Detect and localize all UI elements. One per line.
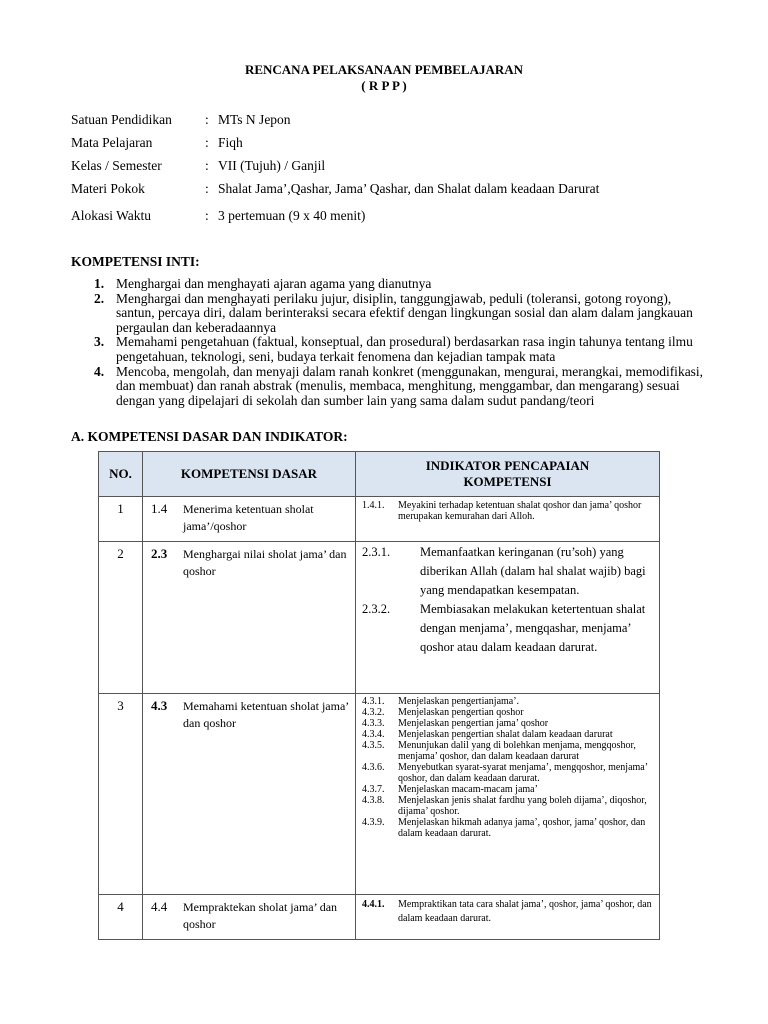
list-number: 2. [94,290,105,306]
indicator-text: Menjelaskan pengertianjama’. [398,696,520,707]
indicator-number: 2.3.1. [362,545,391,559]
indicator-item [362,762,659,784]
indicator-text: Membiasakan melakukan ketertentuan shalat dengan menjama’, mengqashar, menjama’ qoshor atau dalam keadaan darurat. [420,602,646,654]
indicator-text: Meyakini terhadap ketentuan shalat qoshor dan jama’ qoshor merupakan kemurahan dari Alloh. [398,500,642,522]
list-number: 1. [94,276,105,291]
indicator-item [362,718,659,729]
info-label: Materi Pokok [71,181,145,196]
indicator-cell [356,497,660,542]
kd-table [98,451,660,940]
indicator-text: Menunjukan dalil yang di bolehkan menjama, mengqoshor, menjama’ qoshor, dan dalam keadaan darurat [398,740,636,762]
indicator-cell [356,694,660,895]
info-label: Alokasi Waktu [71,208,152,223]
row-number: 3 [99,694,143,895]
document-title: RENCANA PELAKSANAAN PEMBELAJARAN [244,62,524,77]
column-header-kd: KOMPETENSI DASAR [143,452,356,497]
list-number: 4. [94,363,105,379]
column-header-indicator: INDIKATOR PENCAPAIAN KOMPETENSI [356,452,660,497]
indicator-cell [356,542,660,694]
info-colon: : [205,112,209,127]
list-number: 3. [94,334,105,350]
table-row [99,542,660,694]
kd-text: Memahami ketentuan sholat jama’ dan qoshor [183,699,349,730]
kd-text: Menerima ketentuan sholat jama’/qoshor [183,502,314,533]
ki-heading: KOMPETENSI INTI: [71,254,200,269]
row-number: 1 [99,497,143,542]
indicator-item [362,817,659,839]
indicator-number: 4.4.1. [362,899,385,910]
row-number: 2 [99,542,143,694]
info-value: Fiqh [218,135,243,150]
indicator-text: Menjelaskan pengertian jama’ qoshor [398,718,549,729]
indicator-number: 4.3.2. [362,707,385,718]
info-colon: : [205,158,209,173]
kd-number: 1.4 [151,501,168,516]
indicator-item [362,784,659,795]
info-colon: : [205,181,209,196]
indicator-number: 4.3.5. [362,740,385,751]
indicator-item [362,600,659,657]
kd-heading: A. KOMPETENSI DASAR DAN INDIKATOR: [71,429,348,444]
kd-cell [143,497,356,542]
table-row [99,694,660,895]
indicator-number: 4.3.9. [362,817,385,828]
column-header-no: NO. [99,452,143,497]
info-colon: : [205,135,209,150]
kd-text: Mempraktekan sholat jama’ dan qoshor [183,900,338,931]
indicator-cell [356,895,660,940]
info-value: VII (Tujuh) / Ganjil [218,158,326,173]
ki-list [94,277,704,408]
list-item [94,365,704,409]
indicator-number: 2.3.2. [362,602,391,616]
indicator-text: Menjelaskan jenis shalat fardhu yang boleh dijama’, diqoshor, dijama’ qoshor. [398,795,647,817]
info-value: 3 pertemuan (9 x 40 menit) [218,208,366,223]
indicator-text: Mempraktikan tata cara shalat jama’, qoshor, jama’ qoshor, dan dalam keadaan darurat. [398,899,652,924]
info-label: Satuan Pendidikan [71,112,172,127]
row-number: 4 [99,895,143,940]
indicator-number: 4.3.1. [362,696,385,707]
kd-cell [143,895,356,940]
indicator-text: Menjelaskan macam-macam jama’ [398,784,538,795]
kd-number: 4.3 [151,698,168,713]
indicator-number: 4.3.3. [362,718,385,729]
indicator-number: 4.3.8. [362,795,385,806]
info-label: Mata Pelajaran [71,135,153,150]
indicator-item [362,543,659,600]
indicator-item [362,795,659,817]
indicator-item [362,696,659,707]
list-text: Memahami pengetahuan (faktual, konseptual, dan prosedural) berdasarkan rasa ingin tahunya tentang ilmu pengetahuan, teknologi, seni, budaya terkait fenomena dan kejadian tampak mata [116,334,693,364]
info-colon: : [205,208,209,223]
indicator-text: Menjelaskan pengertian shalat dalam keadaan darurat [398,729,613,740]
indicator-item [362,500,659,522]
list-text: Menghargai dan menghayati ajaran agama yang dianutnya [116,276,432,291]
kd-cell [143,694,356,895]
kd-number: 4.4 [151,899,168,914]
table-row [99,895,660,940]
kd-cell [143,542,356,694]
indicator-number: 1.4.1. [362,500,385,511]
kd-number: 2.3 [151,546,168,561]
list-item [94,277,704,292]
list-item [94,292,704,336]
indicator-item [362,707,659,718]
list-text: Mencoba, mengolah, dan menyaji dalam ranah konkret (menggunakan, mengurai, merangkai, memodifikasi, dan membuat) dan ranah abstrak (menulis, membaca, menghitung, menggambar, dan mengarang) sesuai dengan yang dipelajari di sekolah dan sumber lain yang sama dalam sudut pandang/teori [116,363,704,408]
indicator-item [362,729,659,740]
kd-text: Menghargai nilai sholat jama’ dan qoshor [183,547,347,578]
indicator-text: Memanfaatkan keringanan (ru’soh) yang diberikan Allah (dalam hal shalat wajib) bagi yang mendapatkan kesempatan. [420,545,646,597]
info-value: MTs N Jepon [218,112,291,127]
indicator-text: Menjelaskan pengertian qoshor [398,707,524,718]
info-value: Shalat Jama’,Qashar, Jama’ Qashar, dan Shalat dalam keadaan Darurat [218,181,600,196]
indicator-text: Menjelaskan hikmah adanya jama’, qoshor, jama’ qoshor, dan dalam keadaan darurat. [398,817,646,839]
indicator-number: 4.3.6. [362,762,385,773]
table-row [99,497,660,542]
list-text: Menghargai dan menghayati perilaku jujur, disiplin, tanggungjawab, peduli (toleransi, gotong royong), santun, percaya diri, dalam berinteraksi secara efektif dengan lingkungan sosial dan alam dalam jangkauan pergaulan dan keberadaannya [116,290,693,335]
indicator-item [362,898,659,926]
list-item [94,335,704,364]
document-subtitle: ( R P P ) [361,78,407,93]
indicator-text: Menyebutkan syarat-syarat menjama’, mengqoshor, menjama’ qoshor, dan dalam keadaan darurat. [398,762,648,784]
info-label: Kelas / Semester [71,158,162,173]
indicator-number: 4.3.7. [362,784,385,795]
indicator-item [362,740,659,762]
indicator-number: 4.3.4. [362,729,385,740]
